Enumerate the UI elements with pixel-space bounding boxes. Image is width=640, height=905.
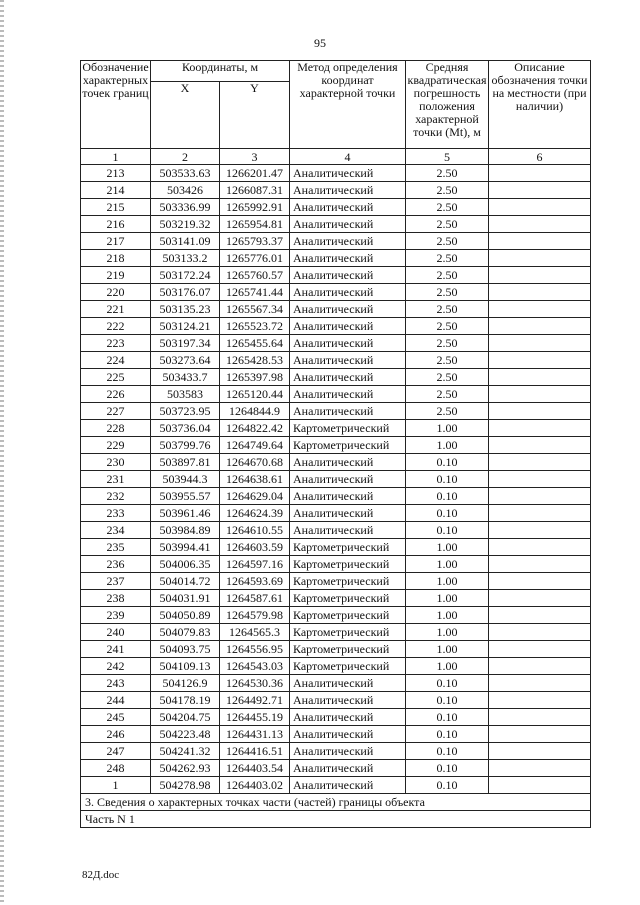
error-value: 1.00 [406, 573, 489, 590]
method: Картометрический [290, 641, 406, 658]
error-value: 0.10 [406, 709, 489, 726]
coord-x: 503897.81 [151, 454, 220, 471]
coord-x: 503219.32 [151, 216, 220, 233]
table-row [81, 352, 591, 369]
header-description: Описание обозначения точки на местности (при наличии) [489, 61, 591, 149]
method: Картометрический [290, 437, 406, 454]
coord-x: 503961.46 [151, 505, 220, 522]
method: Аналитический [290, 726, 406, 743]
coord-y: 1265428.53 [220, 352, 290, 369]
table-row [81, 335, 591, 352]
error-value: 1.00 [406, 556, 489, 573]
coord-y: 1264597.16 [220, 556, 290, 573]
description [489, 233, 591, 250]
method: Аналитический [290, 250, 406, 267]
table-row [81, 573, 591, 590]
table-row [81, 743, 591, 760]
method: Аналитический [290, 284, 406, 301]
table-row [81, 437, 591, 454]
error-value: 0.10 [406, 471, 489, 488]
coord-y: 1264587.61 [220, 590, 290, 607]
method: Аналитический [290, 471, 406, 488]
coord-y: 1264579.98 [220, 607, 290, 624]
point-number: 1 [81, 777, 151, 794]
error-value: 2.50 [406, 318, 489, 335]
method: Аналитический [290, 182, 406, 199]
table-row [81, 403, 591, 420]
table-row [81, 369, 591, 386]
method: Аналитический [290, 233, 406, 250]
coord-x: 504178.19 [151, 692, 220, 709]
header-coordinates: Координаты, м [151, 61, 290, 82]
description [489, 454, 591, 471]
point-number: 241 [81, 641, 151, 658]
error-value: 2.50 [406, 250, 489, 267]
description [489, 216, 591, 233]
table-row [81, 692, 591, 709]
table-row [81, 658, 591, 675]
header-method: Метод определения координат характерной точки [290, 61, 406, 149]
method: Аналитический [290, 199, 406, 216]
error-value: 2.50 [406, 233, 489, 250]
point-number: 230 [81, 454, 151, 471]
table-row [81, 641, 591, 658]
table-row [81, 284, 591, 301]
point-number: 248 [81, 760, 151, 777]
method: Аналитический [290, 505, 406, 522]
coord-y: 1266087.31 [220, 182, 290, 199]
point-number: 233 [81, 505, 151, 522]
coord-x: 503273.64 [151, 352, 220, 369]
error-value: 1.00 [406, 539, 489, 556]
coord-x: 503984.89 [151, 522, 220, 539]
coord-x: 504093.75 [151, 641, 220, 658]
method: Аналитический [290, 675, 406, 692]
description [489, 318, 591, 335]
point-number: 222 [81, 318, 151, 335]
method: Аналитический [290, 760, 406, 777]
description [489, 437, 591, 454]
coord-y: 1265776.01 [220, 250, 290, 267]
point-number: 213 [81, 165, 151, 182]
method: Картометрический [290, 573, 406, 590]
header-x: X [151, 82, 220, 149]
table-row [81, 267, 591, 284]
method: Аналитический [290, 352, 406, 369]
description [489, 760, 591, 777]
coord-y: 1265741.44 [220, 284, 290, 301]
description [489, 505, 591, 522]
method: Аналитический [290, 488, 406, 505]
coord-y: 1264403.02 [220, 777, 290, 794]
coord-x: 503736.04 [151, 420, 220, 437]
point-number: 229 [81, 437, 151, 454]
table-row [81, 420, 591, 437]
table-row [81, 318, 591, 335]
header-designation: Обозначение характерных точек границ [81, 61, 151, 149]
coord-y: 1265455.64 [220, 335, 290, 352]
method: Аналитический [290, 709, 406, 726]
error-value: 0.10 [406, 675, 489, 692]
coord-x: 503124.21 [151, 318, 220, 335]
point-number: 221 [81, 301, 151, 318]
page-number: 95 [314, 36, 326, 50]
table-row [81, 165, 591, 182]
table-row [81, 505, 591, 522]
point-number: 238 [81, 590, 151, 607]
description [489, 284, 591, 301]
point-number: 216 [81, 216, 151, 233]
point-number: 215 [81, 199, 151, 216]
error-value: 1.00 [406, 590, 489, 607]
point-number: 236 [81, 556, 151, 573]
point-number: 224 [81, 352, 151, 369]
method: Аналитический [290, 301, 406, 318]
description [489, 692, 591, 709]
point-number: 244 [81, 692, 151, 709]
description [489, 573, 591, 590]
coord-x: 503944.3 [151, 471, 220, 488]
description [489, 369, 591, 386]
table-row [81, 301, 591, 318]
error-value: 0.10 [406, 692, 489, 709]
coord-y: 1264416.51 [220, 743, 290, 760]
method: Аналитический [290, 369, 406, 386]
description [489, 301, 591, 318]
table-row [81, 454, 591, 471]
coord-y: 1265760.57 [220, 267, 290, 284]
method: Аналитический [290, 403, 406, 420]
description [489, 403, 591, 420]
description [489, 624, 591, 641]
error-value: 1.00 [406, 420, 489, 437]
point-number: 226 [81, 386, 151, 403]
error-value: 0.10 [406, 488, 489, 505]
table-row [81, 624, 591, 641]
method: Аналитический [290, 267, 406, 284]
coord-y: 1265397.98 [220, 369, 290, 386]
coord-y: 1264431.13 [220, 726, 290, 743]
column-number: 2 [151, 149, 220, 165]
table-row [81, 250, 591, 267]
coord-y: 1264610.55 [220, 522, 290, 539]
table-row [81, 556, 591, 573]
coord-y: 1264822.42 [220, 420, 290, 437]
coord-x: 503799.76 [151, 437, 220, 454]
description [489, 267, 591, 284]
column-number: 1 [81, 149, 151, 165]
coord-y: 1264603.59 [220, 539, 290, 556]
error-value: 0.10 [406, 760, 489, 777]
description [489, 488, 591, 505]
table-row [81, 199, 591, 216]
description [489, 420, 591, 437]
coordinates-table-wrapper [80, 60, 590, 828]
point-number: 234 [81, 522, 151, 539]
coord-x: 504204.75 [151, 709, 220, 726]
error-value: 0.10 [406, 505, 489, 522]
error-value: 2.50 [406, 403, 489, 420]
table-row [81, 675, 591, 692]
method: Аналитический [290, 386, 406, 403]
coord-x: 503135.23 [151, 301, 220, 318]
column-number: 6 [489, 149, 591, 165]
point-number: 237 [81, 573, 151, 590]
coord-y: 1265793.37 [220, 233, 290, 250]
part-label: Часть N 1 [81, 811, 591, 828]
coord-y: 1264670.68 [220, 454, 290, 471]
coord-x: 504050.89 [151, 607, 220, 624]
method: Аналитический [290, 692, 406, 709]
method: Аналитический [290, 216, 406, 233]
description [489, 641, 591, 658]
error-value: 2.50 [406, 301, 489, 318]
description [489, 590, 591, 607]
coord-x: 503172.24 [151, 267, 220, 284]
header-y: Y [220, 82, 290, 149]
coord-y: 1264749.64 [220, 437, 290, 454]
coord-x: 503336.99 [151, 199, 220, 216]
description [489, 165, 591, 182]
point-number: 218 [81, 250, 151, 267]
method: Картометрический [290, 556, 406, 573]
description [489, 709, 591, 726]
column-number: 5 [406, 149, 489, 165]
table-row [81, 522, 591, 539]
coord-y: 1265567.34 [220, 301, 290, 318]
table-row [81, 471, 591, 488]
description [489, 199, 591, 216]
description [489, 607, 591, 624]
coord-x: 503176.07 [151, 284, 220, 301]
error-value: 1.00 [406, 658, 489, 675]
method: Аналитический [290, 522, 406, 539]
table-row [81, 777, 591, 794]
scan-edge [0, 0, 4, 905]
coord-y: 1264565.3 [220, 624, 290, 641]
description [489, 726, 591, 743]
point-number: 246 [81, 726, 151, 743]
point-number: 242 [81, 658, 151, 675]
table-row [81, 760, 591, 777]
coord-y: 1264530.36 [220, 675, 290, 692]
coord-x: 503433.7 [151, 369, 220, 386]
coord-x: 503533.63 [151, 165, 220, 182]
coord-y: 1264492.71 [220, 692, 290, 709]
error-value: 0.10 [406, 777, 489, 794]
column-number-row [81, 149, 591, 165]
table-row [81, 539, 591, 556]
table-row [81, 590, 591, 607]
column-number: 4 [290, 149, 406, 165]
method: Картометрический [290, 590, 406, 607]
point-number: 231 [81, 471, 151, 488]
point-number: 217 [81, 233, 151, 250]
coord-y: 1265120.44 [220, 386, 290, 403]
error-value: 2.50 [406, 386, 489, 403]
coord-y: 1264638.61 [220, 471, 290, 488]
error-value: 1.00 [406, 437, 489, 454]
error-value: 2.50 [406, 352, 489, 369]
point-number: 243 [81, 675, 151, 692]
error-value: 2.50 [406, 369, 489, 386]
coord-x: 504126.9 [151, 675, 220, 692]
header-error: Средняя квадратическая погрешность положения характерной точки (Mt), м [406, 61, 489, 149]
point-number: 235 [81, 539, 151, 556]
coord-y: 1264593.69 [220, 573, 290, 590]
table-row [81, 726, 591, 743]
table-row [81, 709, 591, 726]
coord-y: 1264844.9 [220, 403, 290, 420]
description [489, 743, 591, 760]
point-number: 232 [81, 488, 151, 505]
coord-y: 1265523.72 [220, 318, 290, 335]
description [489, 777, 591, 794]
table-row [81, 386, 591, 403]
table-row [81, 233, 591, 250]
point-number: 228 [81, 420, 151, 437]
coord-y: 1264624.39 [220, 505, 290, 522]
error-value: 2.50 [406, 335, 489, 352]
description [489, 386, 591, 403]
coord-x: 503141.09 [151, 233, 220, 250]
description [489, 539, 591, 556]
table-row [81, 216, 591, 233]
method: Аналитический [290, 777, 406, 794]
description [489, 250, 591, 267]
coord-y: 1265954.81 [220, 216, 290, 233]
description [489, 556, 591, 573]
footer-filename: 82Д.doc [82, 869, 120, 881]
method: Картометрический [290, 658, 406, 675]
coord-x: 503583 [151, 386, 220, 403]
coord-y: 1264629.04 [220, 488, 290, 505]
method: Картометрический [290, 624, 406, 641]
description [489, 522, 591, 539]
coord-x: 504006.35 [151, 556, 220, 573]
method: Аналитический [290, 454, 406, 471]
method: Картометрический [290, 539, 406, 556]
point-number: 239 [81, 607, 151, 624]
coord-x: 504079.83 [151, 624, 220, 641]
description [489, 335, 591, 352]
coord-x: 503426 [151, 182, 220, 199]
point-number: 240 [81, 624, 151, 641]
coord-y: 1264556.95 [220, 641, 290, 658]
coord-y: 1266201.47 [220, 165, 290, 182]
description [489, 471, 591, 488]
error-value: 0.10 [406, 454, 489, 471]
coord-x: 504223.48 [151, 726, 220, 743]
error-value: 0.10 [406, 743, 489, 760]
coord-x: 503994.41 [151, 539, 220, 556]
error-value: 2.50 [406, 182, 489, 199]
table-row [81, 607, 591, 624]
coord-x: 503955.57 [151, 488, 220, 505]
coord-y: 1265992.91 [220, 199, 290, 216]
point-number: 245 [81, 709, 151, 726]
method: Аналитический [290, 165, 406, 182]
coord-x: 504262.93 [151, 760, 220, 777]
description [489, 352, 591, 369]
coord-y: 1264455.19 [220, 709, 290, 726]
table-row [81, 488, 591, 505]
point-number: 214 [81, 182, 151, 199]
coord-y: 1264403.54 [220, 760, 290, 777]
coord-x: 504014.72 [151, 573, 220, 590]
description [489, 182, 591, 199]
point-number: 220 [81, 284, 151, 301]
error-value: 1.00 [406, 624, 489, 641]
method: Аналитический [290, 318, 406, 335]
point-number: 225 [81, 369, 151, 386]
method: Картометрический [290, 607, 406, 624]
error-value: 2.50 [406, 216, 489, 233]
error-value: 0.10 [406, 522, 489, 539]
error-value: 2.50 [406, 199, 489, 216]
coord-x: 504241.32 [151, 743, 220, 760]
point-number: 223 [81, 335, 151, 352]
point-number: 227 [81, 403, 151, 420]
point-number: 219 [81, 267, 151, 284]
coord-y: 1264543.03 [220, 658, 290, 675]
description [489, 675, 591, 692]
coord-x: 503133.2 [151, 250, 220, 267]
method: Картометрический [290, 420, 406, 437]
column-number: 3 [220, 149, 290, 165]
error-value: 2.50 [406, 267, 489, 284]
error-value: 2.50 [406, 165, 489, 182]
method: Аналитический [290, 743, 406, 760]
coordinates-table [80, 60, 591, 828]
error-value: 1.00 [406, 607, 489, 624]
coord-x: 503197.34 [151, 335, 220, 352]
coord-x: 504109.13 [151, 658, 220, 675]
error-value: 2.50 [406, 284, 489, 301]
method: Аналитический [290, 335, 406, 352]
section-title: 3. Сведения о характерных точках части (частей) границы объекта [81, 794, 591, 811]
table-row [81, 182, 591, 199]
point-number: 247 [81, 743, 151, 760]
coord-x: 503723.95 [151, 403, 220, 420]
coord-x: 504031.91 [151, 590, 220, 607]
error-value: 0.10 [406, 726, 489, 743]
coord-x: 504278.98 [151, 777, 220, 794]
description [489, 658, 591, 675]
error-value: 1.00 [406, 641, 489, 658]
